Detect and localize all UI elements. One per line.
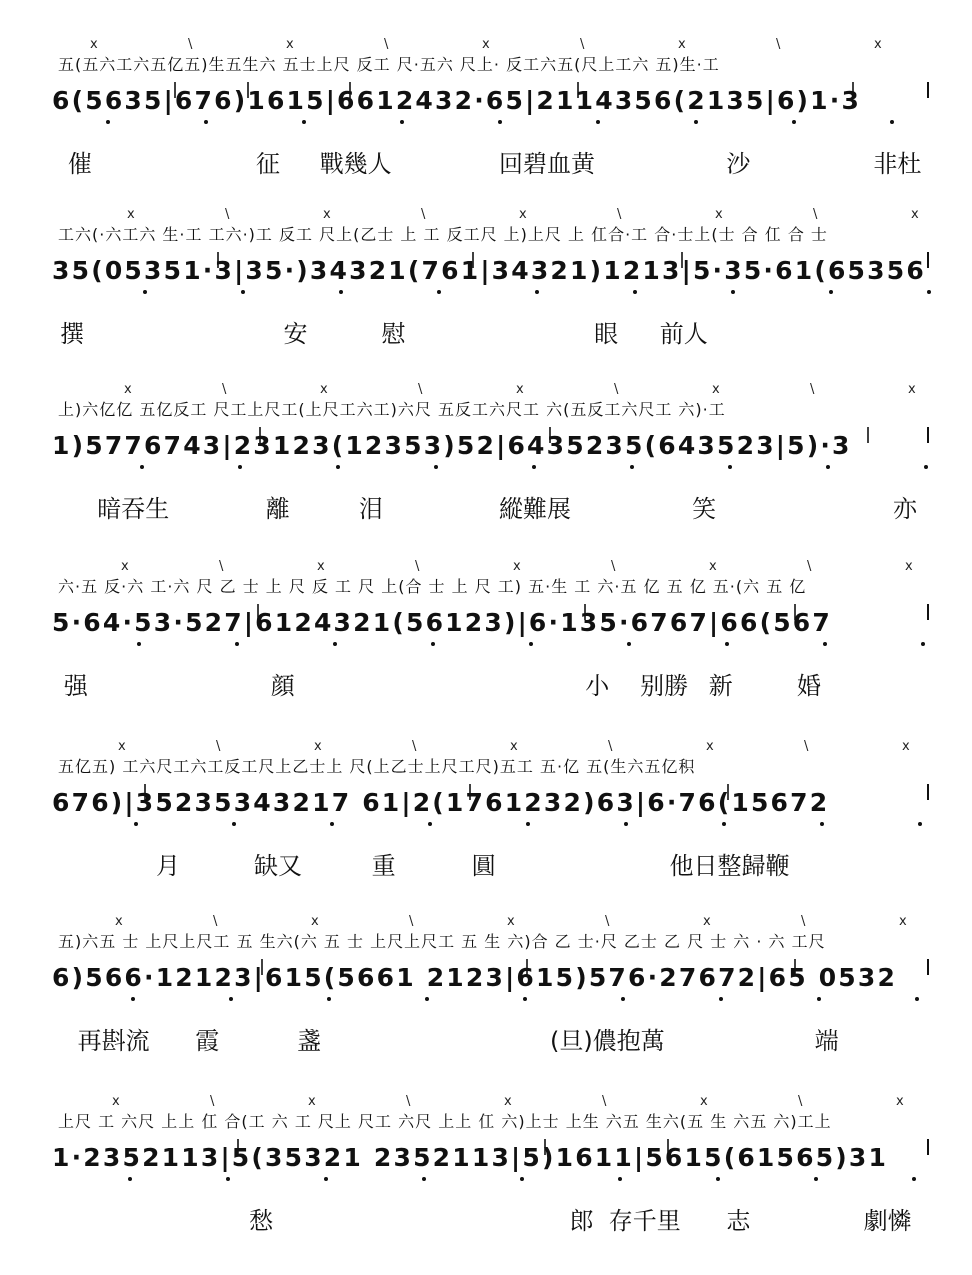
ornament-mark: x xyxy=(504,1095,512,1109)
lyric-line xyxy=(52,144,932,178)
octave-dot xyxy=(437,290,441,294)
staff-system xyxy=(0,560,972,720)
octave-dot xyxy=(618,1177,622,1181)
ornament-mark: x xyxy=(127,208,135,222)
ornament-mark: x xyxy=(911,208,919,222)
octave-dot xyxy=(890,120,894,124)
ornament-mark: x xyxy=(715,208,723,222)
octave-dot xyxy=(820,822,824,826)
octave-dot xyxy=(128,1177,132,1181)
octave-dot xyxy=(716,1177,720,1181)
octave-dot xyxy=(630,465,634,469)
octave-dot xyxy=(324,1177,328,1181)
ornament-mark: \ xyxy=(614,383,619,397)
octave-dot xyxy=(535,290,539,294)
ornament-mark: x xyxy=(703,915,711,929)
octave-dot xyxy=(400,120,404,124)
ornament-mark: \ xyxy=(409,915,414,929)
lyric-word: 重 xyxy=(371,852,396,880)
ornament-mark: x xyxy=(90,38,98,52)
ornament-mark: x xyxy=(317,560,325,574)
lyric-word: 沙 xyxy=(726,150,751,178)
octave-dot xyxy=(523,997,527,1001)
octave-dot xyxy=(722,822,726,826)
lyric-word: 眼 xyxy=(594,320,619,348)
jianpu-line: 6(5635|676)1615|6612432·65|2114356(2135|6)1·3 xyxy=(52,86,862,115)
ornament-mark: \ xyxy=(813,208,818,222)
octave-dot xyxy=(137,642,141,646)
lyric-word: 泪 xyxy=(358,495,383,523)
lyric-word: 劇憐 xyxy=(863,1207,912,1235)
octave-dot xyxy=(330,822,334,826)
octave-dot xyxy=(918,822,922,826)
octave-dot xyxy=(927,290,931,294)
ornament-mark: \ xyxy=(798,1095,803,1109)
lyric-word: 催 xyxy=(67,150,92,178)
lyric-word: 征 xyxy=(256,150,280,178)
ornament-mark: \ xyxy=(580,38,585,52)
ornament-mark: x xyxy=(513,560,521,574)
ornament-mark: \ xyxy=(213,915,218,929)
gongche-line: 六·五 反·六 工·六 尺 乙 士 上 尺 反 工 尺 上(合 士 上 尺 工) 五·生 工 六·五 亿 五 亿 五·(六 五 亿 xyxy=(58,577,807,596)
ornament-mark: x xyxy=(118,740,126,754)
ornament-mark: x xyxy=(121,560,129,574)
jianpu-line: 6)566·12123|615(5661 2123|615)576·27672|65 0532 xyxy=(52,963,898,992)
octave-dot xyxy=(792,120,796,124)
lyric-word: 笑 xyxy=(692,495,717,523)
octave-dot xyxy=(814,1177,818,1181)
lyric-word: 離 xyxy=(265,495,290,523)
lyric-word: 縱難展 xyxy=(499,495,572,523)
ornament-mark: \ xyxy=(418,383,423,397)
lyric-line xyxy=(52,314,932,348)
ornament-mark: \ xyxy=(617,208,622,222)
lyric-word: 小 xyxy=(585,672,610,700)
octave-dot xyxy=(829,290,833,294)
octave-dot xyxy=(333,642,337,646)
jianpu-line: 35(05351·3|35·)34321(761|34321)1213|5·35·61(65356 xyxy=(52,256,926,285)
octave-dot xyxy=(204,120,208,124)
octave-dot xyxy=(817,997,821,1001)
lyric-word: 前人 xyxy=(659,320,708,348)
ornament-mark: \ xyxy=(807,560,812,574)
staff-system xyxy=(0,208,972,368)
octave-dot xyxy=(229,997,233,1001)
lyric-word: 他日整歸鞭 xyxy=(669,852,790,880)
octave-dot xyxy=(238,465,242,469)
ornament-mark: \ xyxy=(804,740,809,754)
jianpu-line: 676)|35235343217 61|2(1761232)63|6·76(15672 xyxy=(52,788,830,817)
ornament-mark: \ xyxy=(415,560,420,574)
octave-dot xyxy=(106,120,110,124)
octave-dot xyxy=(428,822,432,826)
octave-dot xyxy=(235,642,239,646)
lyric-line xyxy=(52,489,932,523)
ornament-mark: x xyxy=(709,560,717,574)
lyric-word: 别勝 xyxy=(640,672,689,700)
staff-system xyxy=(0,915,972,1075)
lyric-word: 月 xyxy=(156,852,181,880)
octave-dot xyxy=(336,465,340,469)
ornament-mark: x xyxy=(311,915,319,929)
ornament-mark: x xyxy=(896,1095,904,1109)
ornament-mark: x xyxy=(908,383,916,397)
lyric-line xyxy=(52,846,932,880)
ornament-mark: x xyxy=(678,38,686,52)
lyric-word: 戰幾人 xyxy=(319,150,392,178)
jianpu-line: 1·2352113|5(35321 2352113|5)1611|5615(61565)31 xyxy=(52,1143,889,1172)
ornament-mark: \ xyxy=(225,208,230,222)
ornament-mark: x xyxy=(314,740,322,754)
staff-system xyxy=(0,383,972,543)
ornament-mark: \ xyxy=(421,208,426,222)
ornament-mark: x xyxy=(115,915,123,929)
gongche-line: 上)六亿亿 五亿反工 尺工上尺工(上尺工六工)六尺 五反工六尺工 六(五反工六尺工 六)·工 xyxy=(58,400,726,419)
octave-dot xyxy=(498,120,502,124)
octave-dot xyxy=(596,120,600,124)
lyric-word: 非杜 xyxy=(873,150,922,178)
ornament-mark: \ xyxy=(608,740,613,754)
octave-dot xyxy=(719,997,723,1001)
ornament-mark: x xyxy=(320,383,328,397)
ornament-mark: x xyxy=(706,740,714,754)
octave-dot xyxy=(520,1177,524,1181)
lyric-word: 圓 xyxy=(471,852,496,880)
ornament-mark: x xyxy=(308,1095,316,1109)
lyric-word: 郎 xyxy=(569,1207,594,1235)
lyric-word: 存千里 xyxy=(608,1207,681,1235)
octave-dot xyxy=(431,642,435,646)
staff-system xyxy=(0,38,972,198)
lyric-line xyxy=(52,1021,932,1055)
ornament-mark: x xyxy=(899,915,907,929)
octave-dot xyxy=(241,290,245,294)
octave-dot xyxy=(921,642,925,646)
ornament-mark: \ xyxy=(611,560,616,574)
gongche-line: 五)六五 士 上尺上尺工 五 生六(六 五 士 上尺上尺工 五 生 六)合 乙 士·尺 乙士 乙 尺 士 六 · 六 工尺 xyxy=(58,932,826,951)
octave-dot xyxy=(302,120,306,124)
octave-dot xyxy=(131,997,135,1001)
octave-dot xyxy=(526,822,530,826)
lyric-word: 愁 xyxy=(249,1207,274,1235)
lyric-word: (旦)儂抱萬 xyxy=(550,1027,665,1055)
ornament-mark: x xyxy=(507,915,515,929)
ornament-mark: \ xyxy=(602,1095,607,1109)
ornament-mark: x xyxy=(482,38,490,52)
lyric-word: 新 xyxy=(708,672,733,700)
lyric-word: 强 xyxy=(63,672,88,700)
lyric-word: 亦 xyxy=(893,495,917,523)
jianpu-line: 5·64·53·527|6124321(56123)|6·135·6767|66(567 xyxy=(52,608,832,637)
lyric-word: 安 xyxy=(283,320,308,348)
gongche-line: 工六(·六工六 生·工 工六·)工 反工 尺上(乙士 上 工 反工尺 上)上尺 上 仜合·工 合·士上(士 合 仜 合 士 xyxy=(58,225,828,244)
gongche-line: 五亿五) 工六尺工六工反工尺上乙士上 尺(上乙士上尺工尺)五工 五·亿 五(生六五亿积 xyxy=(58,757,696,776)
lyric-word: 回碧血黄 xyxy=(499,150,596,178)
ornament-mark: \ xyxy=(222,383,227,397)
octave-dot xyxy=(226,1177,230,1181)
lyric-word: 缺又 xyxy=(254,852,303,880)
ornament-mark: \ xyxy=(188,38,193,52)
ornament-mark: \ xyxy=(810,383,815,397)
ornament-mark: \ xyxy=(219,560,224,574)
octave-dot xyxy=(826,465,830,469)
lyric-word: 顔 xyxy=(270,672,295,700)
ornament-mark: x xyxy=(712,383,720,397)
octave-dot xyxy=(725,642,729,646)
octave-dot xyxy=(434,465,438,469)
octave-dot xyxy=(140,465,144,469)
octave-dot xyxy=(621,997,625,1001)
lyric-word: 端 xyxy=(814,1027,839,1055)
octave-dot xyxy=(731,290,735,294)
octave-dot xyxy=(912,1177,916,1181)
jianpu-line: 1)5776743|23123(12353)52|6435235(643523|5)·3 xyxy=(52,431,852,460)
lyric-word: 撰 xyxy=(60,320,84,348)
ornament-mark: x xyxy=(700,1095,708,1109)
lyric-word: 婚 xyxy=(796,672,821,700)
ornament-mark: \ xyxy=(801,915,806,929)
ornament-mark: x xyxy=(286,38,294,52)
octave-dot xyxy=(728,465,732,469)
octave-dot xyxy=(422,1177,426,1181)
octave-dot xyxy=(915,997,919,1001)
ornament-mark: x xyxy=(510,740,518,754)
octave-dot xyxy=(823,642,827,646)
octave-dot xyxy=(624,822,628,826)
lyric-word: 暗吞生 xyxy=(97,495,170,523)
octave-dot xyxy=(425,997,429,1001)
lyric-word: 志 xyxy=(726,1207,751,1235)
ornament-mark: x xyxy=(124,383,132,397)
ornament-mark: \ xyxy=(605,915,610,929)
lyric-word: 再斟流 xyxy=(77,1027,150,1055)
staff-system xyxy=(0,740,972,900)
octave-dot xyxy=(924,465,928,469)
octave-dot xyxy=(627,642,631,646)
octave-dot xyxy=(327,997,331,1001)
octave-dot xyxy=(532,465,536,469)
ornament-mark: x xyxy=(323,208,331,222)
gongche-line: 上尺 工 六尺 上上 仜 合(工 六 工 尺上 尺工 六尺 上上 仜 六)上士 上生 六五 生六(五 生 六五 六)工上 xyxy=(58,1112,832,1131)
ornament-mark: x xyxy=(519,208,527,222)
lyric-word: 盞 xyxy=(297,1027,322,1055)
ornament-mark: \ xyxy=(406,1095,411,1109)
lyric-line xyxy=(52,666,932,700)
octave-dot xyxy=(529,642,533,646)
ornament-mark: x xyxy=(902,740,910,754)
octave-dot xyxy=(633,290,637,294)
ornament-mark: \ xyxy=(776,38,781,52)
lyric-word: 霞 xyxy=(195,1027,220,1055)
ornament-mark: \ xyxy=(384,38,389,52)
ornament-mark: x xyxy=(874,38,882,52)
octave-dot xyxy=(232,822,236,826)
octave-dot xyxy=(143,290,147,294)
lyric-word: 慰 xyxy=(381,320,406,348)
ornament-mark: x xyxy=(905,560,913,574)
octave-dot xyxy=(134,822,138,826)
staff-system xyxy=(0,1095,972,1255)
octave-dot xyxy=(694,120,698,124)
ornament-mark: \ xyxy=(216,740,221,754)
ornament-mark: x xyxy=(112,1095,120,1109)
gongche-line: 五(五六工六五亿五)生五生六 五士上尺 反工 尺·五六 尺上· 反工六五(尺上工六 五)生·工 xyxy=(58,55,720,74)
ornament-mark: x xyxy=(516,383,524,397)
ornament-mark: \ xyxy=(210,1095,215,1109)
ornament-mark: \ xyxy=(412,740,417,754)
octave-dot xyxy=(339,290,343,294)
lyric-line xyxy=(52,1201,932,1235)
